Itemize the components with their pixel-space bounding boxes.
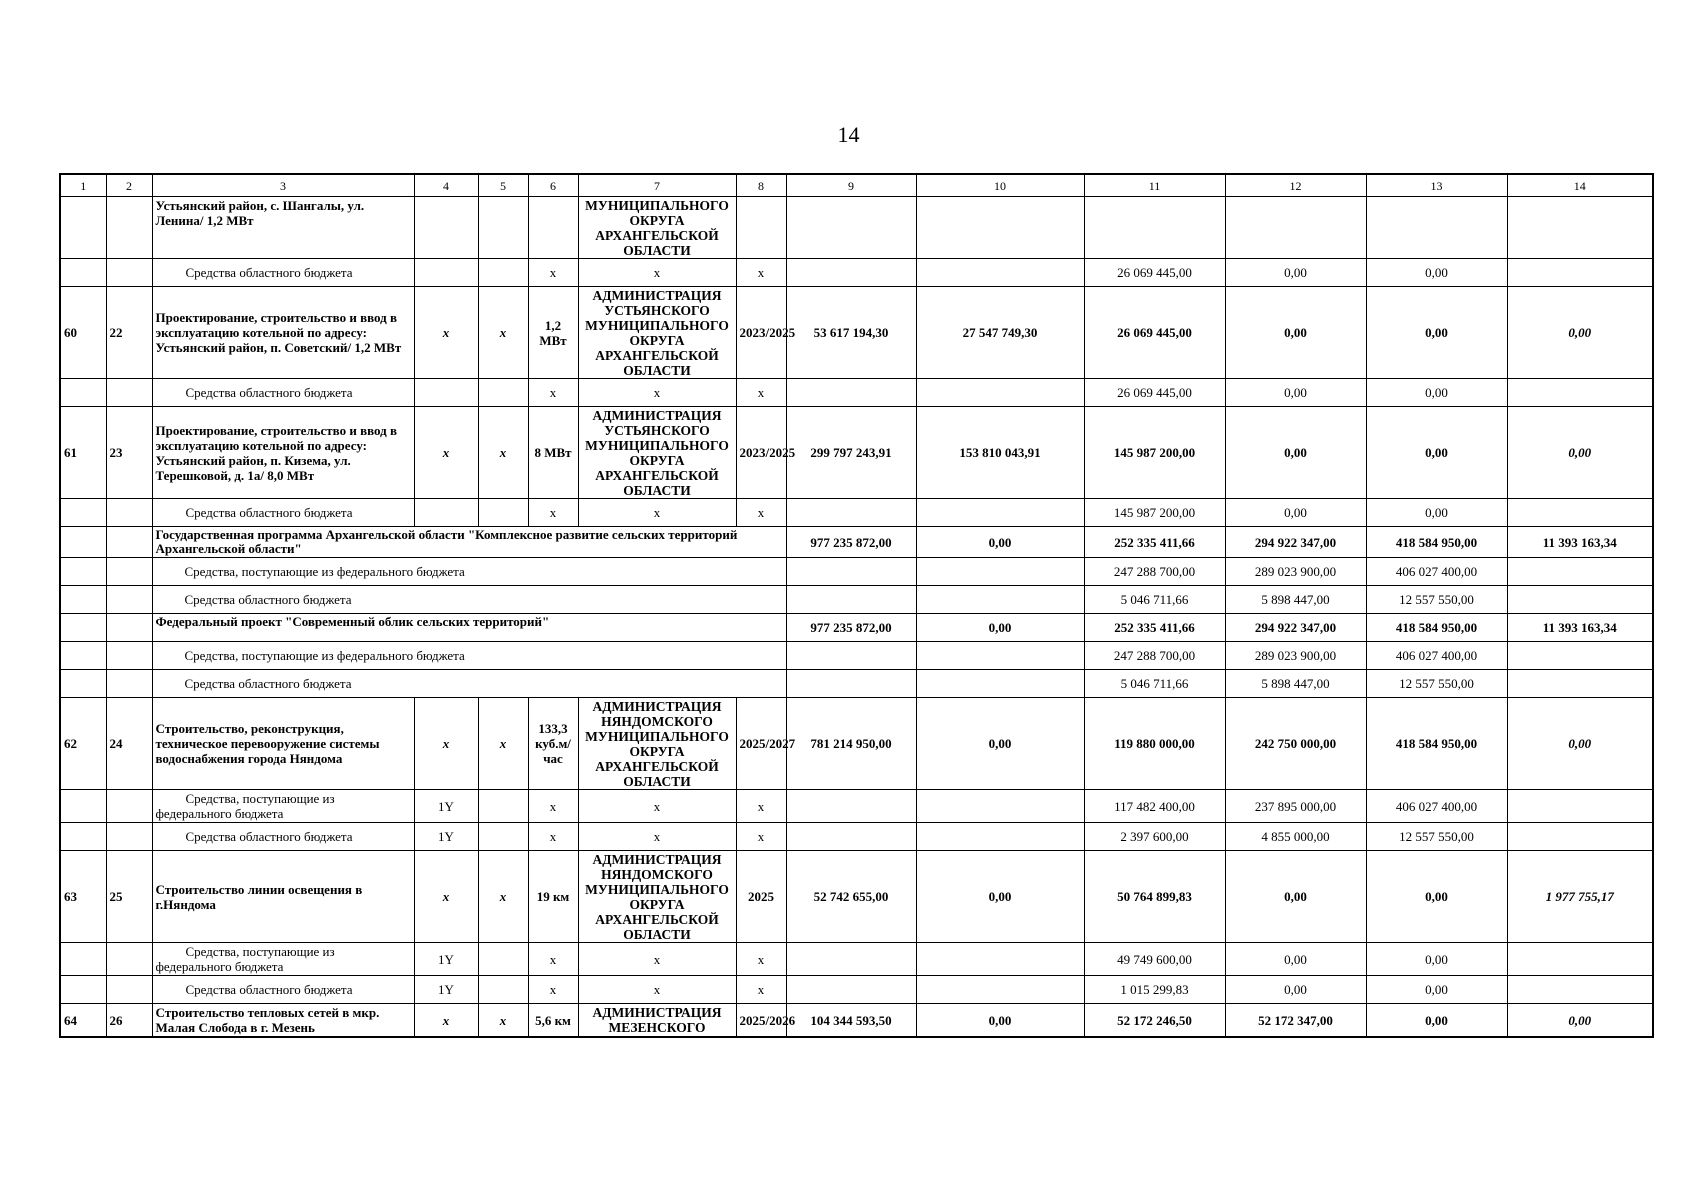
cell-col5 bbox=[478, 259, 528, 287]
cell-col13: 418 584 950,00 bbox=[1366, 698, 1507, 790]
cell-col5 bbox=[478, 790, 528, 823]
cell-col7: x bbox=[578, 823, 736, 851]
cell-number bbox=[60, 259, 106, 287]
cell-col10: 0,00 bbox=[916, 851, 1084, 943]
cell-total bbox=[786, 823, 916, 851]
column-header-1: 1 bbox=[60, 174, 106, 197]
table-row bbox=[60, 1004, 1653, 1038]
cell-subnumber bbox=[106, 527, 152, 558]
cell-col7: x bbox=[578, 790, 736, 823]
cell-col12: 0,00 bbox=[1225, 407, 1366, 499]
cell-col4 bbox=[414, 197, 478, 259]
cell-col12: 0,00 bbox=[1225, 851, 1366, 943]
project-name: Строительство линии освещения в г.Няндома bbox=[152, 851, 414, 943]
cell-col12: 289 023 900,00 bbox=[1225, 558, 1366, 586]
column-header-9: 9 bbox=[786, 174, 916, 197]
cell-number bbox=[60, 558, 106, 586]
cell-col5: x bbox=[478, 851, 528, 943]
project-name: Строительство тепловых сетей в мкр. Малая Слобода в г. Мезень bbox=[152, 1004, 414, 1038]
row-number: 64 bbox=[60, 1004, 106, 1038]
row-subnumber: 24 bbox=[106, 698, 152, 790]
cell-subnumber bbox=[106, 976, 152, 1004]
cell-total: 977 235 872,00 bbox=[786, 527, 916, 558]
table-row bbox=[60, 851, 1653, 943]
cell-subnumber bbox=[106, 197, 152, 259]
responsible-agency: АДМИНИСТРАЦИЯ УСТЬЯНСКОГО МУНИЦИПАЛЬНОГО ОКРУГА АРХАНГЕЛЬСКОЙ ОБЛАСТИ bbox=[578, 407, 736, 499]
cell-col12: 5 898 447,00 bbox=[1225, 586, 1366, 614]
cell-total bbox=[786, 642, 916, 670]
cell-col11: 252 335 411,66 bbox=[1084, 527, 1225, 558]
cell-col14: 11 393 163,34 bbox=[1507, 614, 1653, 642]
cell-col10: 0,00 bbox=[916, 527, 1084, 558]
program-title: Государственная программа Архангельской области "Комплексное развитие сельских территорий Архангельской области" bbox=[152, 527, 786, 558]
cell-col14 bbox=[1507, 379, 1653, 407]
cell-col14: 0,00 bbox=[1507, 407, 1653, 499]
cell-number bbox=[60, 586, 106, 614]
table-row bbox=[60, 614, 1653, 642]
capacity: 1,2 МВт bbox=[528, 287, 578, 379]
cell-col7: x bbox=[578, 976, 736, 1004]
cell-col10: 0,00 bbox=[916, 614, 1084, 642]
header-row bbox=[60, 174, 1653, 197]
row-subnumber: 23 bbox=[106, 407, 152, 499]
cell-col4: x bbox=[414, 1004, 478, 1038]
cell-col5: x bbox=[478, 407, 528, 499]
cell-col12: 0,00 bbox=[1225, 499, 1366, 527]
cell-col10 bbox=[916, 790, 1084, 823]
column-header-2: 2 bbox=[106, 174, 152, 197]
cell-subnumber bbox=[106, 614, 152, 642]
cell-col10: 0,00 bbox=[916, 698, 1084, 790]
responsible-agency: МУНИЦИПАЛЬНОГО ОКРУГА АРХАНГЕЛЬСКОЙ ОБЛАСТИ bbox=[578, 197, 736, 259]
cell-col13: 0,00 bbox=[1366, 499, 1507, 527]
cell-col4: 1Y bbox=[414, 823, 478, 851]
cell-col4: 1Y bbox=[414, 790, 478, 823]
cell-number bbox=[60, 379, 106, 407]
capacity: 19 км bbox=[528, 851, 578, 943]
cell-col11: 49 749 600,00 bbox=[1084, 943, 1225, 976]
column-header-10: 10 bbox=[916, 174, 1084, 197]
cell-col4: x bbox=[414, 698, 478, 790]
period: 2023/2025 bbox=[736, 287, 786, 379]
cell-col11: 247 288 700,00 bbox=[1084, 642, 1225, 670]
cell-col10 bbox=[916, 197, 1084, 259]
column-header-6: 6 bbox=[528, 174, 578, 197]
cell-col11: 1 015 299,83 bbox=[1084, 976, 1225, 1004]
cell-col12: 4 855 000,00 bbox=[1225, 823, 1366, 851]
cell-col10 bbox=[916, 379, 1084, 407]
responsible-agency: АДМИНИСТРАЦИЯ НЯНДОМСКОГО МУНИЦИПАЛЬНОГО ОКРУГА АРХАНГЕЛЬСКОЙ ОБЛАСТИ bbox=[578, 851, 736, 943]
cell-col10: 27 547 749,30 bbox=[916, 287, 1084, 379]
cell-col14 bbox=[1507, 670, 1653, 698]
cell-col11: 2 397 600,00 bbox=[1084, 823, 1225, 851]
cell-col11: 117 482 400,00 bbox=[1084, 790, 1225, 823]
cell-col8: x bbox=[736, 499, 786, 527]
cell-number bbox=[60, 790, 106, 823]
cell-col13: 0,00 bbox=[1366, 379, 1507, 407]
cell-col8 bbox=[736, 197, 786, 259]
cell-col10 bbox=[916, 499, 1084, 527]
cell-col10 bbox=[916, 670, 1084, 698]
cell-col4: 1Y bbox=[414, 943, 478, 976]
capacity: 5,6 км bbox=[528, 1004, 578, 1038]
project-name: Строительство, реконструкция, техническое перевооружение системы водоснабжения города Няндома bbox=[152, 698, 414, 790]
funding-source: Средства областного бюджета bbox=[152, 586, 786, 614]
cell-col11: 119 880 000,00 bbox=[1084, 698, 1225, 790]
cell-col7: x bbox=[578, 259, 736, 287]
cell-col14 bbox=[1507, 558, 1653, 586]
capacity: 8 МВт bbox=[528, 407, 578, 499]
cell-col6: x bbox=[528, 379, 578, 407]
cell-col5 bbox=[478, 976, 528, 1004]
cell-col11: 26 069 445,00 bbox=[1084, 379, 1225, 407]
cell-subnumber bbox=[106, 499, 152, 527]
cell-col13: 0,00 bbox=[1366, 943, 1507, 976]
cell-col12: 0,00 bbox=[1225, 976, 1366, 1004]
cell-subnumber bbox=[106, 790, 152, 823]
responsible-agency: АДМИНИСТРАЦИЯ МЕЗЕНСКОГО bbox=[578, 1004, 736, 1038]
table-row bbox=[60, 642, 1653, 670]
cell-col5: x bbox=[478, 698, 528, 790]
cell-col13: 12 557 550,00 bbox=[1366, 823, 1507, 851]
cell-col12: 0,00 bbox=[1225, 943, 1366, 976]
period: 2023/2025 bbox=[736, 407, 786, 499]
cell-col14 bbox=[1507, 943, 1653, 976]
cell-col11: 26 069 445,00 bbox=[1084, 287, 1225, 379]
responsible-agency: АДМИНИСТРАЦИЯ УСТЬЯНСКОГО МУНИЦИПАЛЬНОГО ОКРУГА АРХАНГЕЛЬСКОЙ ОБЛАСТИ bbox=[578, 287, 736, 379]
column-header-3: 3 bbox=[152, 174, 414, 197]
cell-total bbox=[786, 670, 916, 698]
program-title: Федеральный проект "Современный облик сельских территорий" bbox=[152, 614, 786, 642]
budget-table bbox=[59, 173, 1654, 1038]
cell-subnumber bbox=[106, 259, 152, 287]
cell-col4: x bbox=[414, 851, 478, 943]
cell-col5: x bbox=[478, 287, 528, 379]
table-row bbox=[60, 287, 1653, 379]
cell-col14: 1 977 755,17 bbox=[1507, 851, 1653, 943]
cell-col5 bbox=[478, 823, 528, 851]
cell-number bbox=[60, 943, 106, 976]
funding-source: Средства, поступающие из федерального бюджета bbox=[152, 558, 786, 586]
table-row bbox=[60, 259, 1653, 287]
row-subnumber: 22 bbox=[106, 287, 152, 379]
cell-col13: 406 027 400,00 bbox=[1366, 642, 1507, 670]
cell-col13: 0,00 bbox=[1366, 851, 1507, 943]
cell-col6: x bbox=[528, 976, 578, 1004]
cell-number bbox=[60, 499, 106, 527]
cell-col12: 294 922 347,00 bbox=[1225, 614, 1366, 642]
column-header-14: 14 bbox=[1507, 174, 1653, 197]
cell-number bbox=[60, 642, 106, 670]
cell-total bbox=[786, 379, 916, 407]
table-row bbox=[60, 558, 1653, 586]
cell-col8: x bbox=[736, 823, 786, 851]
cell-col6: x bbox=[528, 499, 578, 527]
period: 2025/2027 bbox=[736, 698, 786, 790]
cell-col14 bbox=[1507, 499, 1653, 527]
cell-total: 977 235 872,00 bbox=[786, 614, 916, 642]
cell-col14 bbox=[1507, 586, 1653, 614]
table-row bbox=[60, 586, 1653, 614]
cell-total: 104 344 593,50 bbox=[786, 1004, 916, 1038]
cell-col13: 12 557 550,00 bbox=[1366, 670, 1507, 698]
cell-col5 bbox=[478, 943, 528, 976]
cell-col6: x bbox=[528, 823, 578, 851]
cell-col6: x bbox=[528, 790, 578, 823]
cell-col10 bbox=[916, 642, 1084, 670]
funding-source: Средства областного бюджета bbox=[152, 670, 786, 698]
cell-col6: x bbox=[528, 943, 578, 976]
cell-col10 bbox=[916, 976, 1084, 1004]
cell-col13: 0,00 bbox=[1366, 976, 1507, 1004]
responsible-agency: АДМИНИСТРАЦИЯ НЯНДОМСКОГО МУНИЦИПАЛЬНОГО ОКРУГА АРХАНГЕЛЬСКОЙ ОБЛАСТИ bbox=[578, 698, 736, 790]
cell-col4 bbox=[414, 379, 478, 407]
row-subnumber: 25 bbox=[106, 851, 152, 943]
cell-col11: 247 288 700,00 bbox=[1084, 558, 1225, 586]
row-subnumber: 26 bbox=[106, 1004, 152, 1038]
cell-col4: x bbox=[414, 407, 478, 499]
cell-col11: 5 046 711,66 bbox=[1084, 586, 1225, 614]
cell-col11: 5 046 711,66 bbox=[1084, 670, 1225, 698]
column-header-12: 12 bbox=[1225, 174, 1366, 197]
funding-source: Средства областного бюджета bbox=[152, 976, 414, 1004]
cell-col11: 26 069 445,00 bbox=[1084, 259, 1225, 287]
cell-col10 bbox=[916, 558, 1084, 586]
cell-col11: 145 987 200,00 bbox=[1084, 407, 1225, 499]
cell-col12: 237 895 000,00 bbox=[1225, 790, 1366, 823]
period: 2025/2026 bbox=[736, 1004, 786, 1038]
cell-number bbox=[60, 527, 106, 558]
cell-number bbox=[60, 670, 106, 698]
capacity: 133,3 куб.м/час bbox=[528, 698, 578, 790]
funding-source: Средства областного бюджета bbox=[152, 823, 414, 851]
cell-col4: x bbox=[414, 287, 478, 379]
cell-col14: 0,00 bbox=[1507, 698, 1653, 790]
cell-col13: 406 027 400,00 bbox=[1366, 790, 1507, 823]
funding-source: Средства, поступающие из федерального бюджета bbox=[152, 943, 414, 976]
cell-total bbox=[786, 790, 916, 823]
cell-col4: 1Y bbox=[414, 976, 478, 1004]
table-row bbox=[60, 976, 1653, 1004]
cell-col13: 406 027 400,00 bbox=[1366, 558, 1507, 586]
cell-col10 bbox=[916, 259, 1084, 287]
cell-number bbox=[60, 823, 106, 851]
cell-col6 bbox=[528, 197, 578, 259]
cell-col13 bbox=[1366, 197, 1507, 259]
cell-total bbox=[786, 499, 916, 527]
table-row bbox=[60, 527, 1653, 558]
cell-col12: 0,00 bbox=[1225, 287, 1366, 379]
cell-subnumber bbox=[106, 670, 152, 698]
column-header-7: 7 bbox=[578, 174, 736, 197]
cell-col5 bbox=[478, 499, 528, 527]
cell-col12: 0,00 bbox=[1225, 259, 1366, 287]
cell-col5 bbox=[478, 197, 528, 259]
table-row bbox=[60, 698, 1653, 790]
cell-total bbox=[786, 943, 916, 976]
table-row bbox=[60, 197, 1653, 259]
cell-col8: x bbox=[736, 976, 786, 1004]
cell-subnumber bbox=[106, 642, 152, 670]
table-row bbox=[60, 407, 1653, 499]
funding-source: Средства, поступающие из федерального бюджета bbox=[152, 642, 786, 670]
cell-col14 bbox=[1507, 790, 1653, 823]
cell-total bbox=[786, 558, 916, 586]
row-number: 60 bbox=[60, 287, 106, 379]
funding-source: Средства областного бюджета bbox=[152, 379, 414, 407]
cell-col13: 12 557 550,00 bbox=[1366, 586, 1507, 614]
cell-col4 bbox=[414, 499, 478, 527]
project-name: Проектирование, строительство и ввод в эксплуатацию котельной по адресу: Устьянский район, п. Советский/ 1,2 МВт bbox=[152, 287, 414, 379]
cell-subnumber bbox=[106, 823, 152, 851]
column-header-13: 13 bbox=[1366, 174, 1507, 197]
table-row bbox=[60, 790, 1653, 823]
cell-col10: 153 810 043,91 bbox=[916, 407, 1084, 499]
cell-total: 53 617 194,30 bbox=[786, 287, 916, 379]
cell-col7: x bbox=[578, 379, 736, 407]
cell-subnumber bbox=[106, 586, 152, 614]
column-header-11: 11 bbox=[1084, 174, 1225, 197]
cell-total bbox=[786, 586, 916, 614]
cell-col14 bbox=[1507, 823, 1653, 851]
funding-source: Средства, поступающие из федерального бюджета bbox=[152, 790, 414, 823]
cell-col14: 11 393 163,34 bbox=[1507, 527, 1653, 558]
page-number: 14 bbox=[837, 122, 860, 147]
cell-col5: x bbox=[478, 1004, 528, 1038]
cell-col14 bbox=[1507, 197, 1653, 259]
cell-col8: x bbox=[736, 259, 786, 287]
cell-col12: 242 750 000,00 bbox=[1225, 698, 1366, 790]
cell-col12: 0,00 bbox=[1225, 379, 1366, 407]
table-row bbox=[60, 823, 1653, 851]
period: 2025 bbox=[736, 851, 786, 943]
cell-number bbox=[60, 197, 106, 259]
cell-total: 781 214 950,00 bbox=[786, 698, 916, 790]
cell-col13: 0,00 bbox=[1366, 259, 1507, 287]
cell-col11 bbox=[1084, 197, 1225, 259]
cell-col13: 418 584 950,00 bbox=[1366, 614, 1507, 642]
cell-total bbox=[786, 259, 916, 287]
cell-col13: 0,00 bbox=[1366, 1004, 1507, 1038]
cell-subnumber bbox=[106, 558, 152, 586]
cell-col7: x bbox=[578, 499, 736, 527]
cell-col5 bbox=[478, 379, 528, 407]
cell-col12: 52 172 347,00 bbox=[1225, 1004, 1366, 1038]
row-number: 61 bbox=[60, 407, 106, 499]
cell-col11: 50 764 899,83 bbox=[1084, 851, 1225, 943]
table-row bbox=[60, 379, 1653, 407]
cell-col12: 5 898 447,00 bbox=[1225, 670, 1366, 698]
cell-col4 bbox=[414, 259, 478, 287]
cell-col10 bbox=[916, 943, 1084, 976]
cell-col13: 0,00 bbox=[1366, 287, 1507, 379]
row-number: 63 bbox=[60, 851, 106, 943]
cell-col12: 294 922 347,00 bbox=[1225, 527, 1366, 558]
funding-source: Средства областного бюджета bbox=[152, 259, 414, 287]
cell-subnumber bbox=[106, 943, 152, 976]
cell-col14 bbox=[1507, 259, 1653, 287]
row-number: 62 bbox=[60, 698, 106, 790]
table-row bbox=[60, 943, 1653, 976]
cell-col10: 0,00 bbox=[916, 1004, 1084, 1038]
column-header-5: 5 bbox=[478, 174, 528, 197]
cell-col6: x bbox=[528, 259, 578, 287]
cell-col14: 0,00 bbox=[1507, 287, 1653, 379]
cell-col11: 145 987 200,00 bbox=[1084, 499, 1225, 527]
cell-col14 bbox=[1507, 642, 1653, 670]
cell-col11: 52 172 246,50 bbox=[1084, 1004, 1225, 1038]
project-name: Проектирование, строительство и ввод в эксплуатацию котельной по адресу: Устьянский район, п. Кизема, ул. Терешковой, д. 1а/ 8,0 МВт bbox=[152, 407, 414, 499]
cell-total: 299 797 243,91 bbox=[786, 407, 916, 499]
cell-col14: 0,00 bbox=[1507, 1004, 1653, 1038]
cell-col7: x bbox=[578, 943, 736, 976]
project-name: Устьянский район, с. Шангалы, ул. Ленина/ 1,2 МВт bbox=[152, 197, 414, 259]
cell-col12 bbox=[1225, 197, 1366, 259]
cell-total: 52 742 655,00 bbox=[786, 851, 916, 943]
cell-col12: 289 023 900,00 bbox=[1225, 642, 1366, 670]
cell-col14 bbox=[1507, 976, 1653, 1004]
cell-col10 bbox=[916, 586, 1084, 614]
table-row bbox=[60, 499, 1653, 527]
funding-source: Средства областного бюджета bbox=[152, 499, 414, 527]
column-header-4: 4 bbox=[414, 174, 478, 197]
cell-col11: 252 335 411,66 bbox=[1084, 614, 1225, 642]
table-row bbox=[60, 670, 1653, 698]
cell-col13: 418 584 950,00 bbox=[1366, 527, 1507, 558]
cell-number bbox=[60, 976, 106, 1004]
cell-subnumber bbox=[106, 379, 152, 407]
cell-number bbox=[60, 614, 106, 642]
cell-col8: x bbox=[736, 379, 786, 407]
cell-col13: 0,00 bbox=[1366, 407, 1507, 499]
cell-col10 bbox=[916, 823, 1084, 851]
cell-col8: x bbox=[736, 943, 786, 976]
cell-col8: x bbox=[736, 790, 786, 823]
cell-col9 bbox=[786, 197, 916, 259]
column-header-8: 8 bbox=[736, 174, 786, 197]
cell-total bbox=[786, 976, 916, 1004]
